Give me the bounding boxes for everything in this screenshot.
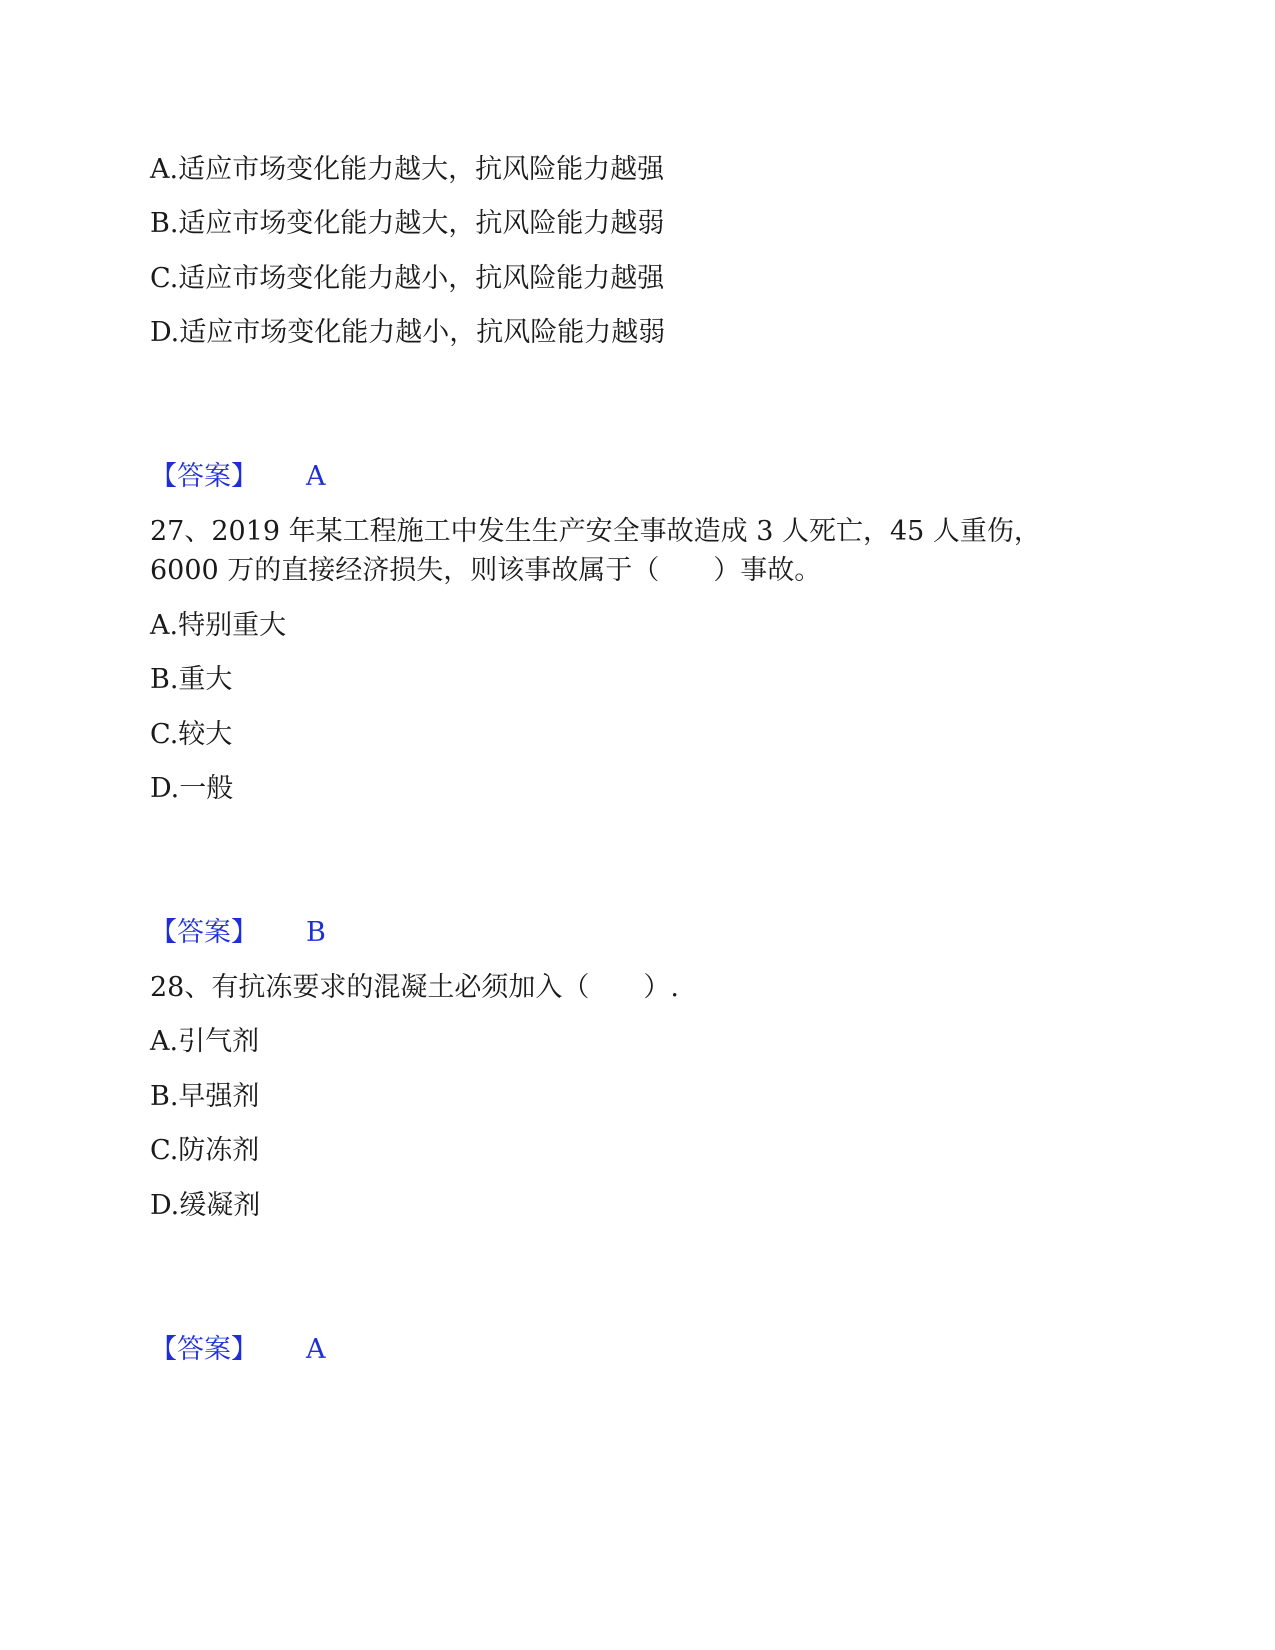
q27-stem-line2: 6000 万的直接经济损失，则该事故属于（ ）事故。 (150, 555, 822, 586)
q27-stem-line1: 27、2019 年某工程施工中发生生产安全事故造成 3 人死亡，45 人重伤， (150, 516, 1041, 547)
q26-option-c: C.适应市场变化能力越小，抗风险能力越强 (150, 263, 665, 294)
answer-label: 【答案】 (150, 461, 258, 492)
answer-label: 【答案】 (150, 1334, 258, 1365)
answer-value: A (306, 461, 326, 492)
q27-answer (150, 915, 326, 951)
q28-stem: 28、有抗冻要求的混凝土必须加入（ ）. (150, 972, 679, 1003)
q26-option-b: B.适应市场变化能力越大，抗风险能力越弱 (150, 208, 665, 239)
answer-value: A (306, 1334, 326, 1365)
q28-option-d: D.缓凝剂 (150, 1190, 261, 1221)
q28-option-c: C.防冻剂 (150, 1135, 260, 1166)
answer-label: 【答案】 (150, 917, 258, 948)
q27-option-c: C.较大 (150, 719, 233, 750)
q27-option-d: D.一般 (150, 773, 234, 804)
q26-answer (150, 459, 326, 495)
q28-answer (150, 1332, 326, 1368)
q26-option-a: A.适应市场变化能力越大，抗风险能力越强 (150, 154, 665, 185)
q27-option-a: A.特别重大 (150, 610, 287, 641)
q26-option-d: D.适应市场变化能力越小，抗风险能力越弱 (150, 317, 666, 348)
answer-value: B (306, 917, 326, 948)
q28-option-a: A.引气剂 (150, 1026, 260, 1057)
q27-option-b: B.重大 (150, 664, 233, 695)
q28-option-b: B.早强剂 (150, 1081, 260, 1112)
